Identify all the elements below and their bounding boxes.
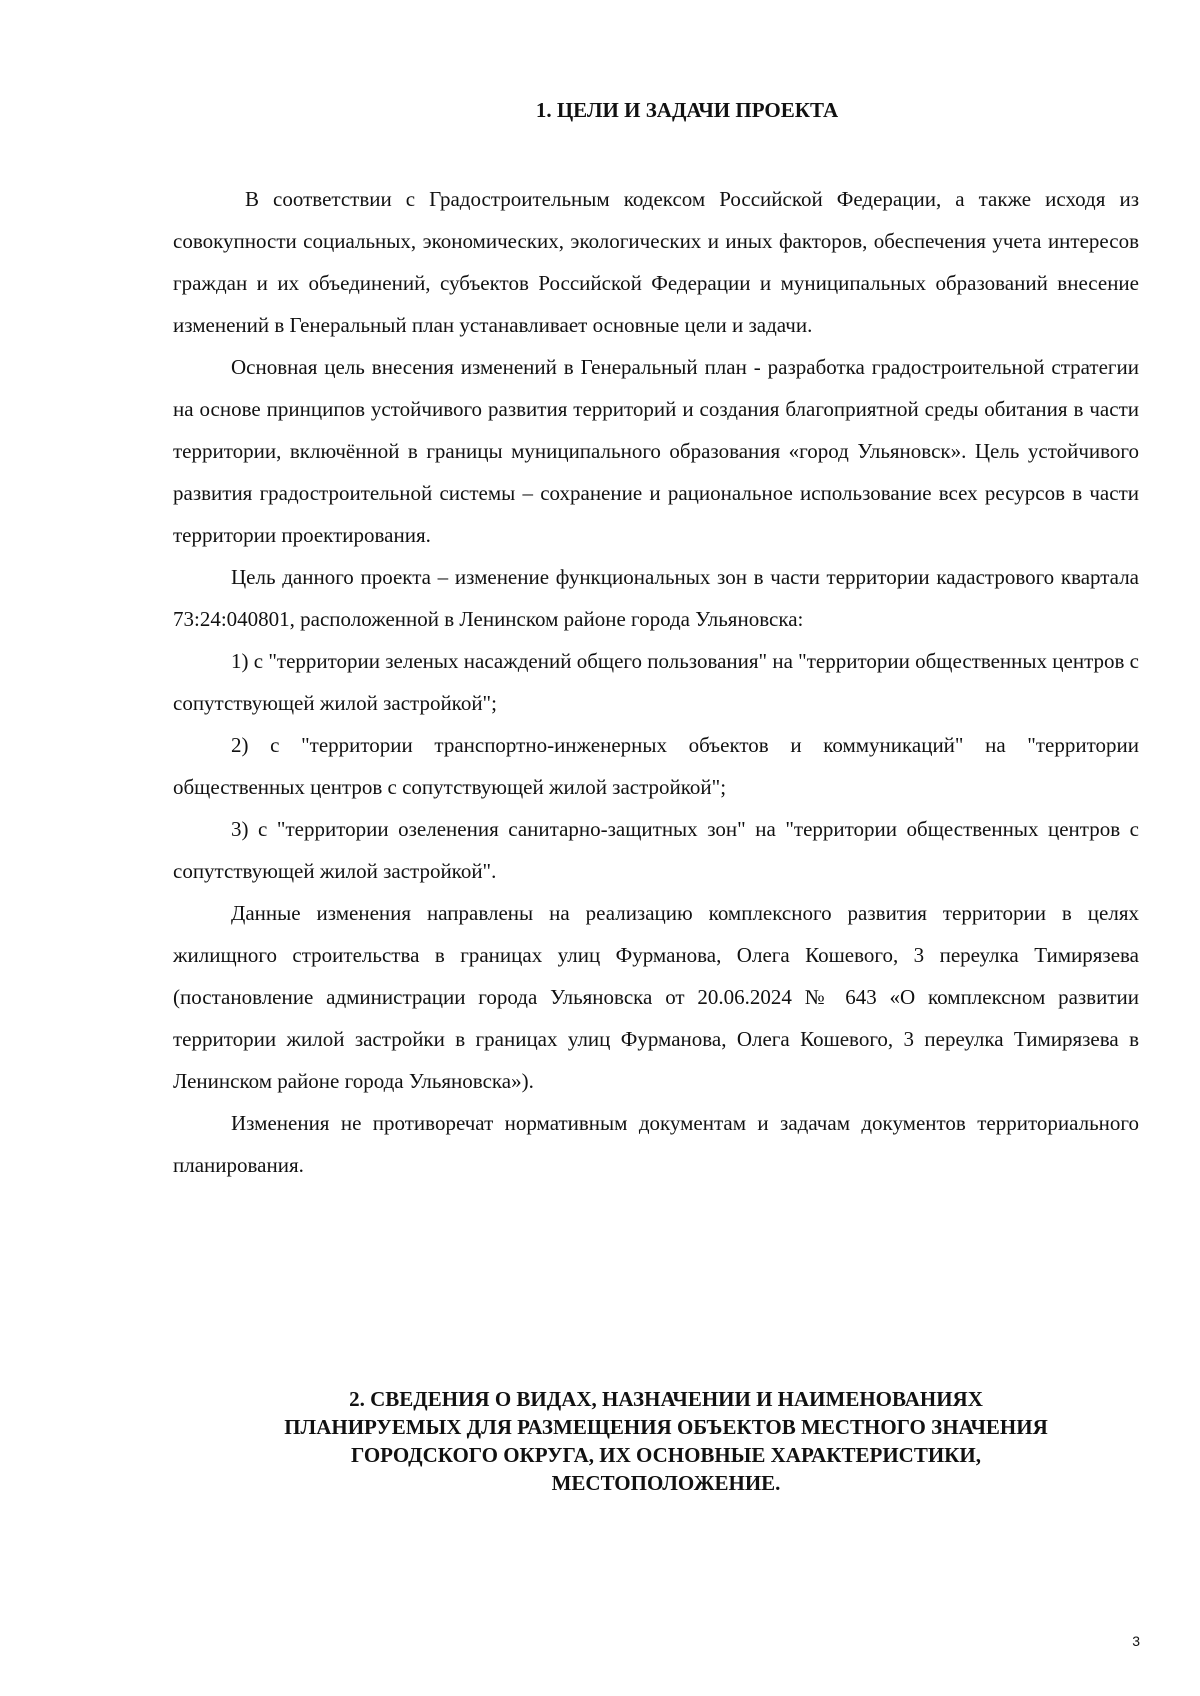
paragraph-compliance: Изменения не противоречат нормативным документам и задачам документов территориального планирования. xyxy=(173,1111,1139,1177)
list-item-change-1: 1) с "территории зеленых насаждений общего пользования" на "территории общественных центров с сопутствующей жилой застройкой"; xyxy=(173,649,1139,715)
list-item-change-2: 2) с "территории транспортно-инженерных объектов и коммуникаций" на "территории общественных центров с сопутствующей жилой застройкой"; xyxy=(173,733,1139,799)
section-2-heading-line: ПЛАНИРУЕМЫХ ДЛЯ РАЗМЕЩЕНИЯ ОБЪЕКТОВ МЕСТНОГО ЗНАЧЕНИЯ xyxy=(284,1415,1048,1439)
page-number: 3 xyxy=(1132,1633,1140,1649)
list-item-change-3: 3) с "территории озеленения санитарно-защитных зон" на "территории общественных центров с сопутствующей жилой застройкой". xyxy=(173,817,1139,883)
section-2-heading xyxy=(173,1385,1139,1497)
section-2-heading-line: 2. СВЕДЕНИЯ О ВИДАХ, НАЗНАЧЕНИИ И НАИМЕНОВАНИЯХ xyxy=(349,1387,983,1411)
paragraph-project-goal: Цель данного проекта – изменение функциональных зон в части территории кадастрового квартала 73:24:040801, расположенной в Ленинском районе города Ульяновска: xyxy=(173,565,1139,631)
paragraph-intro: В соответствии с Градостроительным кодексом Российской Федерации, а также исходя из совокупности социальных, экономических, экологических и иных факторов, обеспечения учета интересов граждан и их объединений, субъектов Российской Федерации и муниципальных образований внесение изменений в Генеральный план устанавливает основные цели и задачи. xyxy=(173,187,1139,337)
paragraph-main-goal: Основная цель внесения изменений в Генеральный план - разработка градостроительной стратегии на основе принципов устойчивого развития территорий и создания благоприятной среды обитания в части территории, включённой в границы муниципального образования «город Ульяновск». Цель устойчивого развития градостроительной системы – сохранение и рациональное использование всех ресурсов в части территории проектирования. xyxy=(173,355,1139,547)
section-1-body xyxy=(173,178,1139,1186)
section-2-heading-line: ГОРОДСКОГО ОКРУГА, ИХ ОСНОВНЫЕ ХАРАКТЕРИСТИКИ, xyxy=(350,1443,981,1467)
section-2-heading-line: МЕСТОПОЛОЖЕНИЕ. xyxy=(551,1471,781,1495)
paragraph-purpose: Данные изменения направлены на реализацию комплексного развития территории в целях жилищного строительства в границах улиц Фурманова, Олега Кошевого, 3 переулка Тимирязева (постановление администрации города Ульяновска от 20.06.2024 № 643 «О комплексном развитии территории жилой застройки в границах улиц Фурманова, Олега Кошевого, 3 переулка Тимирязева в Ленинском районе города Ульяновска»). xyxy=(173,901,1139,1093)
section-1-heading: 1. ЦЕЛИ И ЗАДАЧИ ПРОЕКТА xyxy=(535,98,839,122)
